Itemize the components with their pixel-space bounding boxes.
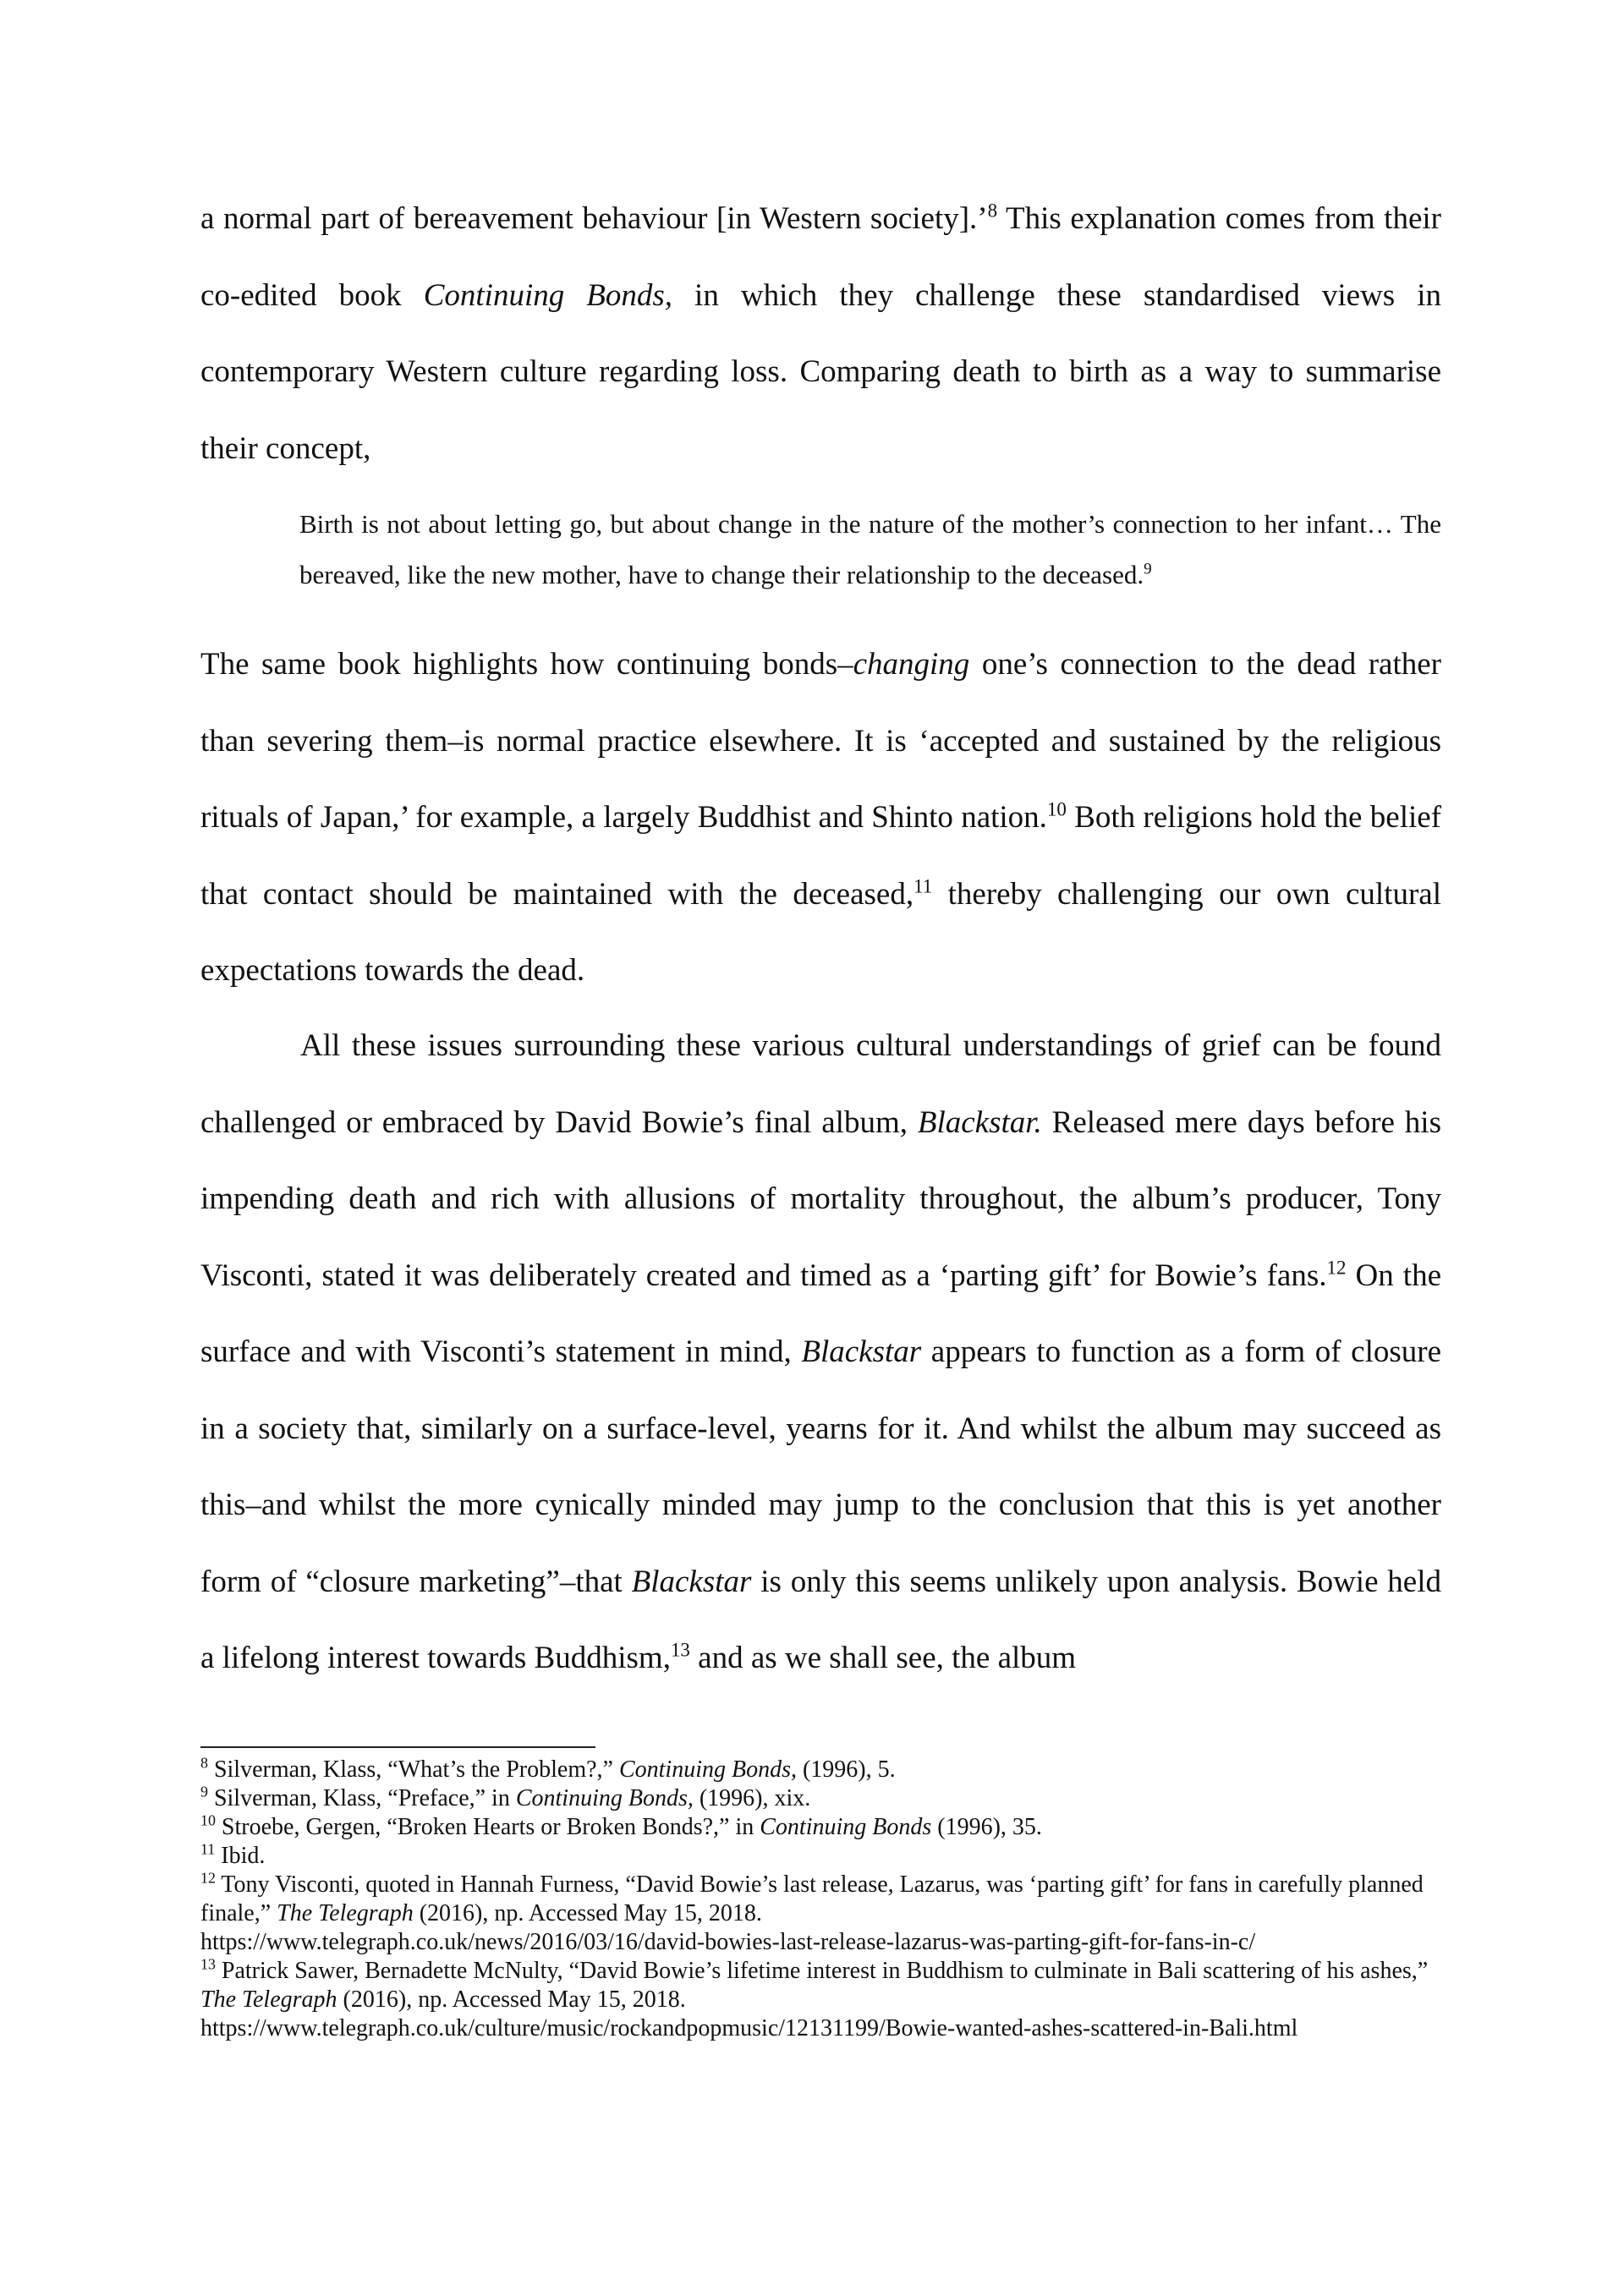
text-run: a normal part of bereavement behaviour [in Western society].’ — [200, 201, 988, 236]
text-run: Released mere days before his impending death and rich with allusions of mortality throughout, the album’s producer, Tony Visconti, stated it was deliberately created and timed as a ‘parting gift’ for Bowie’s fans. — [200, 1104, 1441, 1293]
footnote-number: 9 — [200, 1783, 208, 1800]
text-run: Both religions hold the belief that contact should be maintained with the deceased, — [200, 800, 1441, 912]
footnote-title: Continuing Bonds, — [515, 1785, 694, 1811]
text-run: and as we shall see, the album — [689, 1641, 1077, 1675]
footnotes-section — [200, 1756, 1441, 2043]
text-run: in which they challenge these standardised views in contemporary Western culture regarding loss. Comparing death to birth as a way to summarise their concept, — [200, 277, 1441, 466]
footnote-text: (2016), np. Accessed May 15, 2018. — [413, 1900, 762, 1926]
footnote-9 — [200, 1784, 1441, 1813]
footnote-text: (1996), 5. — [796, 1756, 896, 1783]
album-title: Blackstar — [631, 1564, 752, 1599]
body-paragraph-2 — [200, 627, 1441, 1010]
text-run: All these issues surrounding these various cultural understandings of grief can be found challenged or embraced by David Bowie’s final album, — [200, 1028, 1441, 1140]
footnote-title: The Telegraph — [277, 1900, 414, 1926]
footnote-text: Ibid. — [215, 1843, 266, 1869]
text-run: is only this seems unlikely upon analysis. Bowie held a lifelong interest towards Buddhism, — [200, 1564, 1441, 1675]
footnote-number: 10 — [200, 1811, 216, 1829]
footnote-ref-8[interactable]: 8 — [987, 200, 998, 222]
footnote-text: (1996), xix. — [693, 1785, 811, 1811]
footnote-url-link[interactable]: https://www.telegraph.co.uk/culture/music/rockandpopmusic/12131199/Bowie-wanted-ashes-scattered-in-Bali.html — [200, 2015, 1298, 2041]
text-run: The same book highlights how continuing bonds– — [200, 647, 853, 682]
text-run: one’s connection to the dead rather than severing them–is normal practice elsewhere. It is ‘accepted and sustained by the religious rituals of Japan,’ for example, a largely Buddhist and Shinto nation. — [200, 647, 1441, 835]
footnote-ref-10[interactable]: 10 — [1046, 798, 1067, 820]
album-title: Blackstar — [801, 1334, 922, 1369]
footnote-text: (2016), np. Accessed May 15, 2018. — [337, 1986, 686, 2013]
footnote-url-link[interactable]: https://www.telegraph.co.uk/news/2016/03/16/david-bowies-last-release-lazarus-was-parting-gift-for-fans-in-c/ — [200, 1929, 1256, 1955]
footnote-ref-11[interactable]: 11 — [914, 875, 933, 897]
quote-text: Birth is not about letting go, but about change in the nature of the mother’s connection to her infant… The bereaved, like the new mother, have to change their relationship to the deceased. — [299, 509, 1441, 589]
text-run: On the surface and with Visconti’s statement in mind, — [200, 1258, 1441, 1369]
footnote-10 — [200, 1813, 1441, 1842]
album-title: Blackstar. — [917, 1104, 1042, 1140]
footnote-ref-9[interactable]: 9 — [1144, 560, 1152, 578]
text-run: This explanation comes from their co-edited book — [200, 201, 1441, 313]
footnote-title: Continuing Bonds, — [618, 1756, 797, 1783]
footnote-text: Silverman, Klass, “Preface,” in — [207, 1785, 516, 1811]
footnote-title: Continuing Bonds — [760, 1814, 932, 1840]
footnote-text: Tony Visconti, quoted in Hannah Furness, “David Bowie’s last release, Lazarus, was ‘parting gift’ for fans in carefully planned finale,” — [200, 1871, 1424, 1926]
footnote-12 — [200, 1871, 1441, 1957]
emphasis-text: changing — [853, 647, 970, 682]
footnote-number: 11 — [200, 1840, 216, 1858]
footnote-text: Silverman, Klass, “What’s the Problem?,” — [207, 1756, 619, 1783]
text-run: appears to function as a form of closure in a society that, similarly on a surface-level, yearns for it. And whilst the album may succeed as this–and whilst the more cynically minded may jump to the conclusion that this is yet another form of “closure marketing”–that — [200, 1334, 1441, 1599]
body-paragraph-1 — [200, 181, 1441, 487]
footnote-number: 13 — [200, 1955, 216, 1973]
footnote-text: (1996), 35. — [931, 1814, 1042, 1840]
body-paragraph-3 — [200, 1008, 1441, 1697]
footnote-text: Patrick Sawer, Bernadette McNulty, “David Bowie’s lifetime interest in Buddhism to culminate in Bali scattering of his ashes,” — [215, 1958, 1429, 1984]
text-run: thereby challenging our own cultural expectations towards the dead. — [200, 876, 1441, 988]
book-title: Continuing Bonds, — [423, 277, 673, 313]
footnote-number: 12 — [200, 1869, 216, 1887]
footnote-ref-12[interactable]: 12 — [1326, 1257, 1347, 1279]
footnote-ref-13[interactable]: 13 — [670, 1639, 690, 1661]
footnote-separator — [200, 1746, 595, 1748]
block-quote — [299, 499, 1441, 600]
footnote-text: Stroebe, Gergen, “Broken Hearts or Broken Bonds?,” in — [215, 1814, 760, 1840]
footnote-number: 8 — [200, 1754, 208, 1772]
footnote-title: The Telegraph — [200, 1986, 337, 2013]
footnote-8 — [200, 1756, 1441, 1784]
footnote-11 — [200, 1842, 1441, 1871]
footnote-13 — [200, 1957, 1441, 2043]
